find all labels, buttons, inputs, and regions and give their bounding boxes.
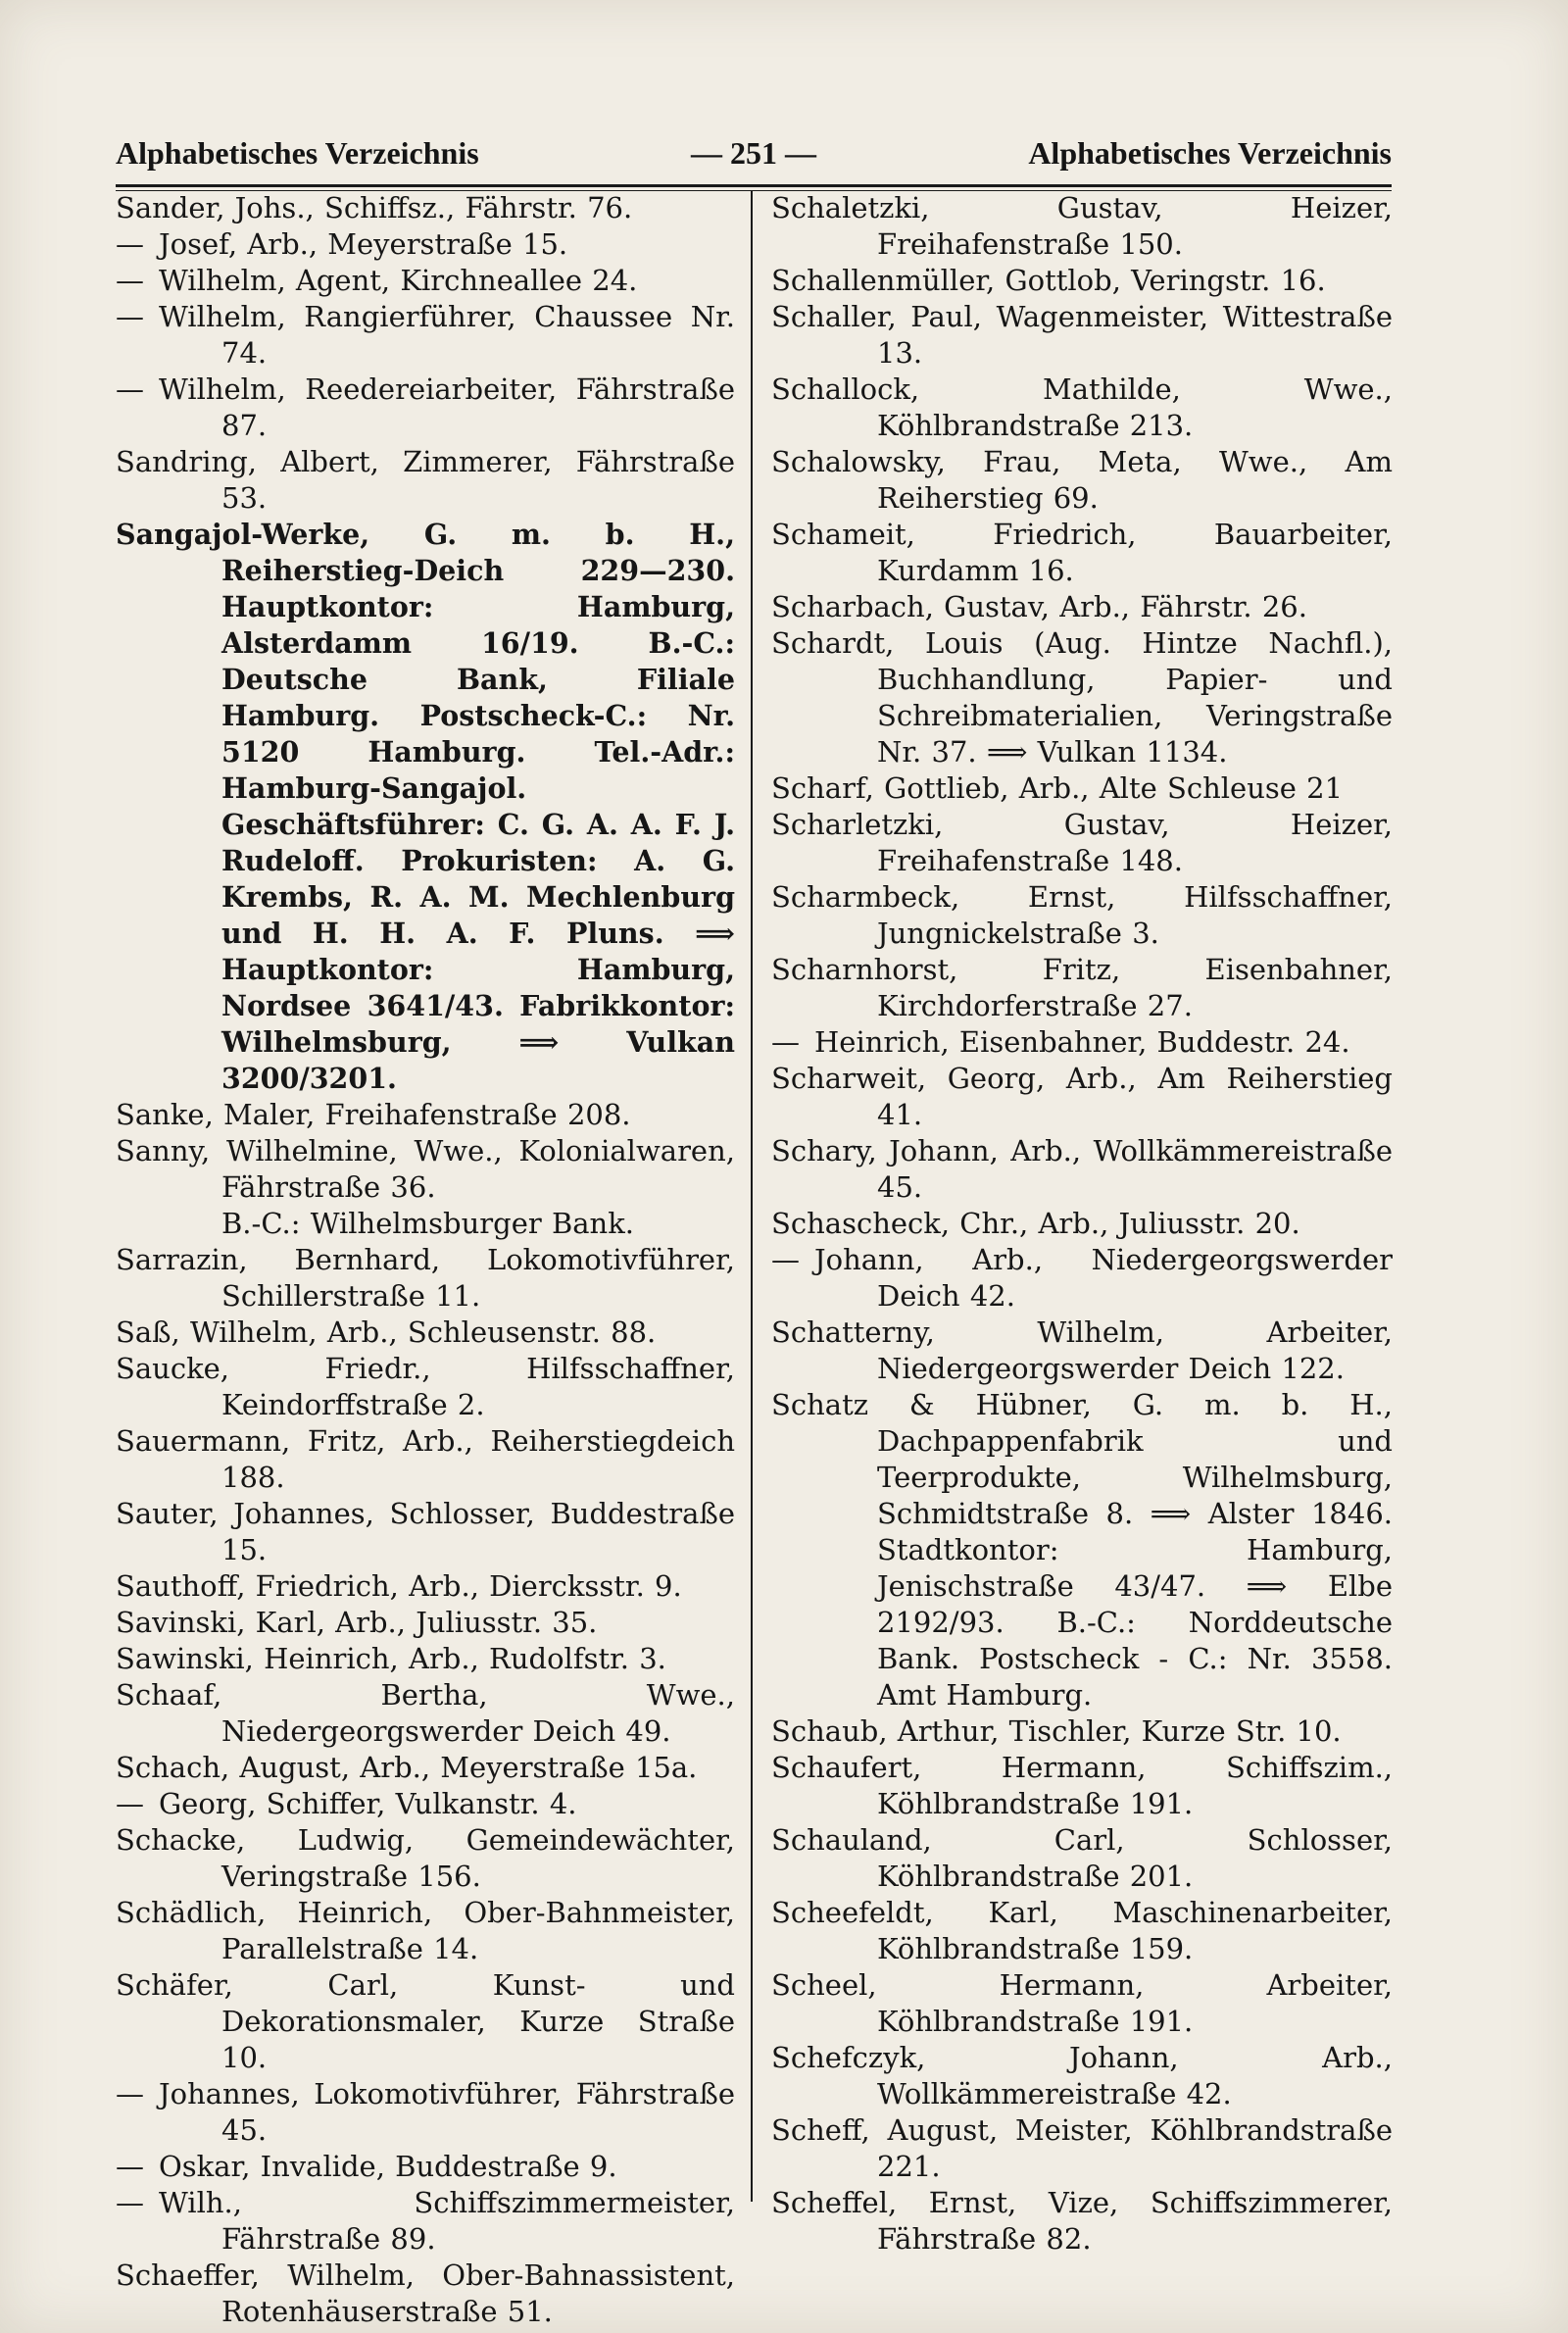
directory-entry xyxy=(771,589,1393,625)
entry-text: Schardt, Louis (Aug. Hintze Nachfl.), Buchhandlung, Papier- und Schreibmaterialien, Veringstraße Nr. 37. ⟹ Vulkan 1134. xyxy=(771,626,1393,769)
directory-entry xyxy=(116,1351,735,1423)
entry-text: Sander, Johs., Schiffsz., Fährstr. 76. xyxy=(116,191,633,224)
directory-entry xyxy=(116,1423,735,1496)
directory-entry xyxy=(771,1315,1393,1387)
entry-text: Sarrazin, Bernhard, Lokomotivführer, Schillerstraße 11. xyxy=(116,1243,735,1313)
entry-text: Schatz & Hübner, G. m. b. H., Dachpappenfabrik und Teerprodukte, Wilhelmsburg, Schmidtstraße 8. ⟹ Alster 1846. Stadtkontor: Hamburg, Jenischstraße 43/47. ⟹ Elbe 2192/93. B.-C.: Norddeutsche Bank. Postscheck - C.: Nr. 3558. Amt Hamburg. xyxy=(771,1388,1393,1712)
directory-entry xyxy=(116,226,735,263)
entry-text: Scharf, Gottlieb, Arb., Alte Schleuse 21 xyxy=(771,771,1344,805)
entry-text: Scharbach, Gustav, Arb., Fährstr. 26. xyxy=(771,590,1307,623)
entry-text: Schameit, Friedrich, Bauarbeiter, Kurdamm 16. xyxy=(771,518,1393,587)
entry-text: Georg, Schiffer, Vulkanstr. 4. xyxy=(159,1787,577,1820)
directory-entry xyxy=(771,1750,1393,1822)
ditto-dash: — xyxy=(116,2077,144,2110)
page-header xyxy=(116,135,1392,178)
entry-text: Schaub, Arthur, Tischler, Kurze Str. 10. xyxy=(771,1714,1342,1748)
entry-text: Schaeffer, Wilhelm, Ober-Bahnassistent, Rotenhäuserstraße 51. xyxy=(116,2259,735,2328)
directory-entry xyxy=(771,1061,1393,1133)
entry-text: Johannes, Lokomotivführer, Fährstraße 45. xyxy=(159,2077,735,2147)
directory-entry xyxy=(771,2185,1393,2258)
entry-text: Wilh., Schiffszimmermeister, Fährstraße 89. xyxy=(159,2186,735,2256)
entry-text: Schaller, Paul, Wagenmeister, Wittestraße 13. xyxy=(771,300,1393,370)
entry-text: Scheffel, Ernst, Vize, Schiffszimmerer, Fährstraße 82. xyxy=(771,2186,1393,2256)
entry-text: Josef, Arb., Meyerstraße 15. xyxy=(159,227,568,261)
entry-text: Schauland, Carl, Schlosser, Köhlbrandstraße 201. xyxy=(771,1823,1393,1893)
directory-entry xyxy=(771,879,1393,952)
entry-text: Johann, Arb., Niedergeorgswerder Deich 42. xyxy=(814,1243,1393,1313)
directory-entry xyxy=(116,1895,735,1967)
entry-text: Schäfer, Carl, Kunst- und Dekorationsmaler, Kurze Straße 10. xyxy=(116,1968,735,2074)
directory-entry xyxy=(116,1605,735,1641)
ditto-dash: — xyxy=(116,372,144,406)
directory-entry xyxy=(116,2258,735,2330)
directory-entry xyxy=(771,625,1393,770)
header-left-title: Alphabetisches Verzeichnis xyxy=(116,135,479,171)
directory-entry xyxy=(116,1786,735,1822)
directory-entry xyxy=(771,1024,1393,1061)
entry-text: Schary, Johann, Arb., Wollkämmereistraße 45. xyxy=(771,1134,1393,1204)
entry-text: Saß, Wilhelm, Arb., Schleusenstr. 88. xyxy=(116,1315,657,1349)
entry-text: Scharweit, Georg, Arb., Am Reiherstieg 41. xyxy=(771,1062,1393,1131)
column-divider xyxy=(751,190,753,2202)
directory-entry xyxy=(116,2149,735,2185)
entry-text: Sauthoff, Friedrich, Arb., Diercksstr. 9. xyxy=(116,1569,682,1603)
entry-text: Schallenmüller, Gottlob, Veringstr. 16. xyxy=(771,264,1326,297)
entry-text: Schaufert, Hermann, Schiffszim., Köhlbrandstraße 191. xyxy=(771,1751,1393,1820)
directory-entry xyxy=(116,1315,735,1351)
entry-text: Oskar, Invalide, Buddestraße 9. xyxy=(159,2150,617,2183)
directory-entry xyxy=(116,1496,735,1568)
directory-entry xyxy=(771,1967,1393,2040)
ditto-dash: — xyxy=(116,2186,144,2219)
right-column xyxy=(771,190,1393,2258)
entry-text: Saucke, Friedr., Hilfsschaffner, Keindorffstraße 2. xyxy=(116,1352,735,1421)
directory-entry xyxy=(771,1713,1393,1750)
entry-text: Scharmbeck, Ernst, Hilfsschaffner, Jungnickelstraße 3. xyxy=(771,880,1393,950)
entry-text: B.-C.: Wilhelmsburger Bank. xyxy=(221,1207,635,1240)
page-number: — 251 — xyxy=(691,135,816,171)
entry-text: Sauter, Johannes, Schlosser, Buddestraße 15. xyxy=(116,1497,735,1566)
entry-text: Schaaf, Bertha, Wwe., Niedergeorgswerder Deich 49. xyxy=(116,1678,735,1748)
header-rule-thick xyxy=(116,184,1392,187)
directory-entry xyxy=(116,2185,735,2258)
directory-entry xyxy=(116,372,735,444)
directory-entry xyxy=(771,372,1393,444)
ditto-dash: — xyxy=(116,300,144,333)
entry-text: Sauermann, Fritz, Arb., Reiherstiegdeich 188. xyxy=(116,1424,735,1494)
entry-text: Wilhelm, Rangierführer, Chaussee Nr. 74. xyxy=(159,300,735,370)
entry-text: Scharnhorst, Fritz, Eisenbahner, Kirchdorferstraße 27. xyxy=(771,953,1393,1022)
entry-text: Savinski, Karl, Arb., Juliusstr. 35. xyxy=(116,1606,598,1639)
left-column xyxy=(116,190,735,2330)
directory-entry xyxy=(771,444,1393,517)
directory-entry xyxy=(771,1387,1393,1713)
entry-text: Schatterny, Wilhelm, Arbeiter, Niedergeorgswerder Deich 122. xyxy=(771,1315,1393,1385)
directory-entry xyxy=(116,517,735,1097)
directory-entry xyxy=(116,1641,735,1677)
directory-entry xyxy=(771,1242,1393,1315)
ditto-dash: — xyxy=(116,264,144,297)
entry-text: Schaletzki, Gustav, Heizer, Freihafenstraße 150. xyxy=(771,191,1393,261)
directory-entry xyxy=(771,1822,1393,1895)
entry-text: Sandring, Albert, Zimmerer, Fährstraße 53. xyxy=(116,445,735,515)
entry-text: Scheefeldt, Karl, Maschinenarbeiter, Köhlbrandstraße 159. xyxy=(771,1896,1393,1965)
entry-text: Sanke, Maler, Freihafenstraße 208. xyxy=(116,1098,631,1131)
directory-entry xyxy=(771,1206,1393,1242)
ditto-dash: — xyxy=(116,2150,144,2183)
entry-text: Schascheck, Chr., Arb., Juliusstr. 20. xyxy=(771,1207,1300,1240)
header-right-title: Alphabetisches Verzeichnis xyxy=(1028,135,1392,171)
entry-text: Schalowsky, Frau, Meta, Wwe., Am Reiherstieg 69. xyxy=(771,445,1393,515)
directory-entry xyxy=(116,1133,735,1206)
directory-entry xyxy=(116,1750,735,1786)
directory-entry xyxy=(116,263,735,299)
directory-entry xyxy=(771,952,1393,1024)
ditto-dash: — xyxy=(771,1025,800,1059)
entry-text: Schädlich, Heinrich, Ober-Bahnmeister, Parallelstraße 14. xyxy=(116,1896,735,1965)
entry-text: Schacke, Ludwig, Gemeindewächter, Veringstraße 156. xyxy=(116,1823,735,1893)
entry-text: Scharletzki, Gustav, Heizer, Freihafenstraße 148. xyxy=(771,808,1393,877)
entry-text: Scheff, August, Meister, Köhlbrandstraße 221. xyxy=(771,2113,1393,2183)
entry-text: Wilhelm, Agent, Kirchneallee 24. xyxy=(159,264,638,297)
directory-entry xyxy=(771,1133,1393,1206)
directory-entry xyxy=(771,190,1393,263)
directory-entry xyxy=(116,1967,735,2076)
directory-entry xyxy=(116,299,735,372)
ditto-dash: — xyxy=(116,1787,144,1820)
directory-entry xyxy=(771,299,1393,372)
entry-text: Sangajol-Werke, G. m. b. H., Reiherstieg-Deich 229—230. Hauptkontor: Hamburg, Alsterdamm 16/19. B.-C.: Deutsche Bank, Filiale Hamburg. Postscheck-C.: Nr. 5120 Hamburg. Tel.-Adr.: Hamburg-Sangajol. Geschäftsführer: C. G. A. A. F. J. Rudeloff. Prokuristen: A. G. Krembs, R. A. M. Mechlenburg und H. H. A. F. Pluns. ⟹ Hauptkontor: Hamburg, Nordsee 3641/43. Fabrikkontor: Wilhelmsburg, ⟹ Vulkan 3200/3201. xyxy=(116,518,735,1095)
entry-text: Sawinski, Heinrich, Arb., Rudolfstr. 3. xyxy=(116,1642,666,1675)
directory-entry xyxy=(771,807,1393,879)
directory-entry xyxy=(116,1097,735,1133)
directory-entry xyxy=(771,263,1393,299)
directory-entry xyxy=(116,1568,735,1605)
entry-text: Schach, August, Arb., Meyerstraße 15a. xyxy=(116,1751,698,1784)
ditto-dash: — xyxy=(116,227,144,261)
directory-entry xyxy=(116,444,735,517)
directory-entry xyxy=(771,2112,1393,2185)
ditto-dash: — xyxy=(771,1243,800,1276)
directory-entry xyxy=(771,1895,1393,1967)
directory-entry xyxy=(116,1822,735,1895)
directory-entry xyxy=(116,2076,735,2149)
entry-text: Wilhelm, Reedereiarbeiter, Fährstraße 87. xyxy=(159,372,735,442)
directory-entry xyxy=(116,1677,735,1750)
directory-entry xyxy=(116,1242,735,1315)
entry-text: Schallock, Mathilde, Wwe., Köhlbrandstraße 213. xyxy=(771,372,1393,442)
entry-text: Sanny, Wilhelmine, Wwe., Kolonialwaren, Fährstraße 36. xyxy=(116,1134,735,1204)
directory-entry xyxy=(771,2040,1393,2112)
entry-text: Scheel, Hermann, Arbeiter, Köhlbrandstraße 191. xyxy=(771,1968,1393,2038)
directory-entry xyxy=(771,770,1393,807)
directory-entry xyxy=(771,517,1393,589)
directory-entry xyxy=(116,190,735,226)
entry-text: Schefczyk, Johann, Arb., Wollkämmereistraße 42. xyxy=(771,2041,1393,2110)
directory-entry xyxy=(116,1206,735,1242)
entry-text: Heinrich, Eisenbahner, Buddestr. 24. xyxy=(814,1025,1350,1059)
